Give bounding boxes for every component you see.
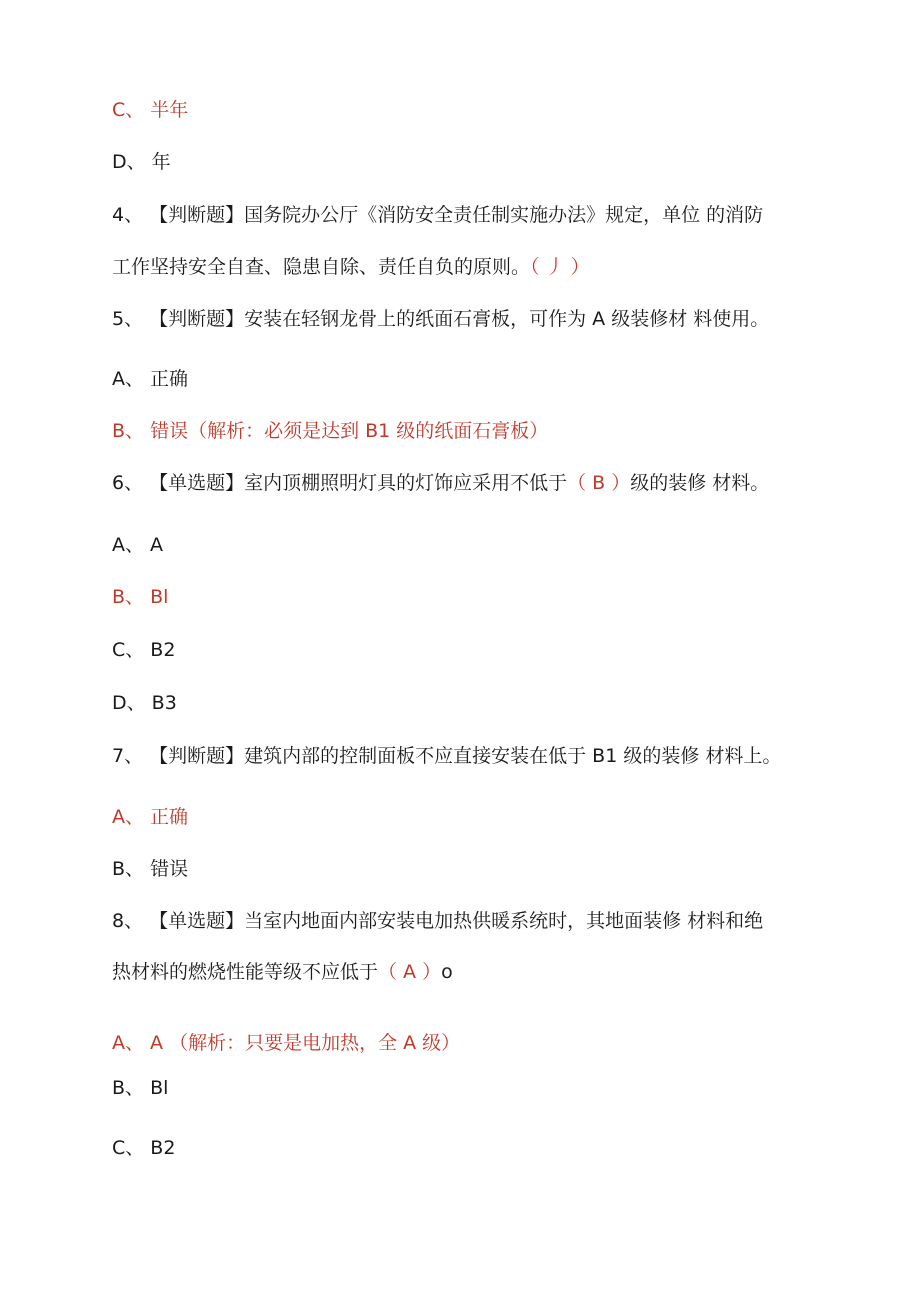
text-segment: C、 B2 xyxy=(112,639,176,661)
text-segment: 热材料的燃烧性能等级不应低于 xyxy=(112,961,379,983)
option-a xyxy=(112,532,163,558)
text-segment: 5、 【判断题】安装在轻钢龙骨上的纸面石膏板，可作为 A 级装修材 料使用。 xyxy=(112,308,770,330)
text-segment: A、 A xyxy=(112,534,164,556)
answer-mark: （ A ） xyxy=(378,961,442,983)
text-segment: 7、 【判断题】建筑内部的控制面板不应直接安装在低于 B1 级的装修 材料上。 xyxy=(112,745,782,767)
text-segment: A、 正确 xyxy=(112,368,189,390)
option-c-b2 xyxy=(112,1135,175,1161)
text-segment: B、 Bl xyxy=(112,586,169,608)
option-b xyxy=(112,584,168,610)
text-segment: C、 半年 xyxy=(112,99,189,121)
question-4-line-1 xyxy=(112,202,763,228)
question-7 xyxy=(112,743,781,769)
text-segment: 4、 【判断题】国务院办公厅《消防安全责任制实施办法》规定，单位 的消防 xyxy=(112,204,764,226)
question-5 xyxy=(112,306,769,332)
text-segment: A、 正确 xyxy=(112,806,189,828)
text-segment: 8、 【单选题】当室内地面内部安装电加热供暖系统时，其地面装修 材料和绝 xyxy=(112,910,764,932)
text-segment: 工作坚持安全自查、隐患自除、责任自负的原则。 xyxy=(112,256,531,278)
text-segment: D、 B3 xyxy=(112,692,177,714)
text-segment: 6、 【单选题】室内顶棚照明灯具的灯饰应采用不低于 xyxy=(112,472,568,494)
text-segment: C、 B2 xyxy=(112,1137,176,1159)
text-segment: A、 A （解析：只要是电加热，全 A 级） xyxy=(112,1032,461,1054)
option-a-correct xyxy=(112,366,188,392)
option-b-wrong-explained xyxy=(112,418,548,444)
option-a-explained xyxy=(112,1030,460,1056)
question-8-line-2 xyxy=(112,959,453,985)
text-segment: B、 错误 xyxy=(112,858,189,880)
text-segment: D、 年 xyxy=(112,151,171,173)
answer-mark: （ B ） xyxy=(567,472,631,494)
text-segment: B、 错误（解析：必须是达到 B1 级的纸面石膏板） xyxy=(112,420,549,442)
option-b-bl xyxy=(112,1075,168,1101)
option-c xyxy=(112,637,175,663)
question-8-line-1 xyxy=(112,908,763,934)
question-4-line-2 xyxy=(112,254,590,280)
option-d-year xyxy=(112,149,171,175)
option-a-correct-answer xyxy=(112,804,188,830)
question-6 xyxy=(112,470,769,496)
text-segment: o xyxy=(441,961,453,983)
option-b-wrong xyxy=(112,856,188,882)
text-segment: B、 Bl xyxy=(112,1077,169,1099)
text-segment: 级的装修 材料。 xyxy=(630,472,770,494)
answer-mark: （ 丿 ） xyxy=(530,256,590,278)
option-d xyxy=(112,690,177,716)
option-c-half-year xyxy=(112,97,188,123)
